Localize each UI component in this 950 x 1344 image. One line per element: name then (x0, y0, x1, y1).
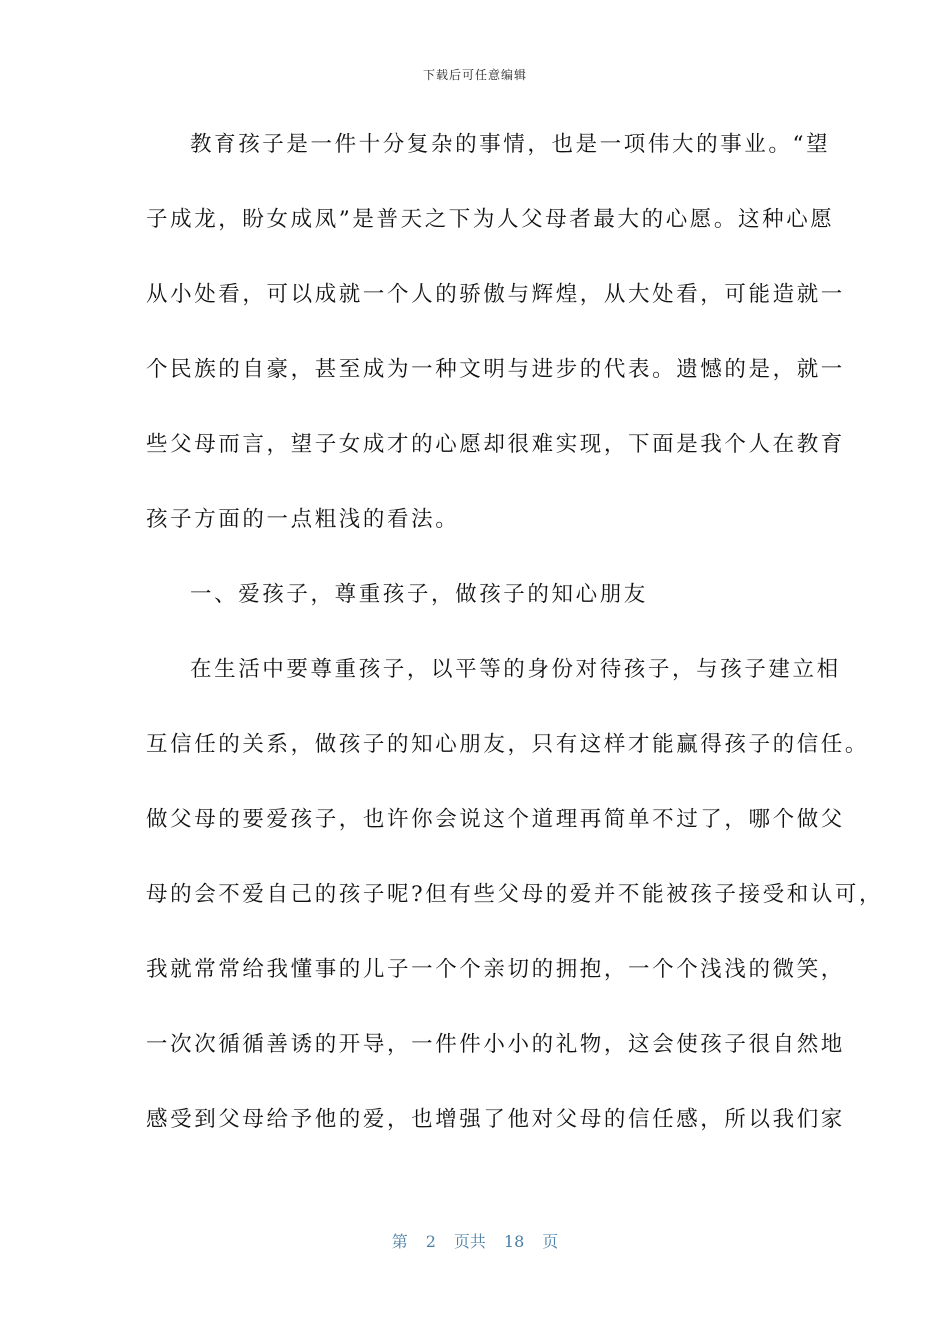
paragraph-line: 孩子方面的一点粗浅的看法。 (146, 507, 460, 532)
paragraph-line: 些父母而言，望子女成才的心愿却很难实现，下面是我个人在教育 (146, 432, 845, 457)
paragraph-line: 从小处看，可以成就一个人的骄傲与辉煌，从大处看，可能造就一 (146, 282, 845, 307)
paragraph-line: 一次次循循善诱的开导，一件件小小的礼物，这会使孩子很自然地 (146, 1032, 845, 1057)
paragraph-line: 母的会不爱自己的孩子呢?但有些父母的爱并不能被孩子接受和认可， (146, 882, 884, 907)
paragraph-line: 个民族的自豪，甚至成为一种文明与进步的代表。遗憾的是，就一 (146, 357, 845, 382)
paragraph-line: 感受到父母给予他的爱，也增强了他对父母的信任感，所以我们家 (146, 1107, 845, 1132)
page-header (0, 66, 950, 83)
footer-suffix: 页 (542, 1232, 559, 1251)
paragraph-line: 互信任的关系，做孩子的知心朋友，只有这样才能赢得孩子的信任。 (146, 732, 870, 757)
header-text: 下载后可任意编辑 (422, 68, 527, 82)
paragraph-line: 子成龙，盼女成凤”是普天之下为人父母者最大的心愿。这种心愿 (146, 207, 835, 232)
footer-prefix: 第 (391, 1232, 408, 1251)
paragraph-line: 教育孩子是一件十分复杂的事情，也是一项伟大的事业。“望 (190, 132, 831, 157)
paragraph-line: 做父母的要爱孩子，也许你会说这个道理再简单不过了，哪个做父 (146, 807, 845, 832)
paragraph-line: 我就常常给我懂事的儿子一个个亲切的拥抱，一个个浅浅的微笑， (146, 957, 845, 982)
footer-middle: 页共 (453, 1232, 486, 1251)
footer-page-number: 2 (425, 1232, 436, 1251)
paragraph-line: 在生活中要尊重孩子，以平等的身份对待孩子，与孩子建立相 (190, 657, 841, 682)
footer-total-pages: 18 (503, 1232, 525, 1251)
section-heading: 一、爱孩子，尊重孩子，做孩子的知心朋友 (190, 582, 648, 607)
page-footer (0, 1229, 950, 1252)
